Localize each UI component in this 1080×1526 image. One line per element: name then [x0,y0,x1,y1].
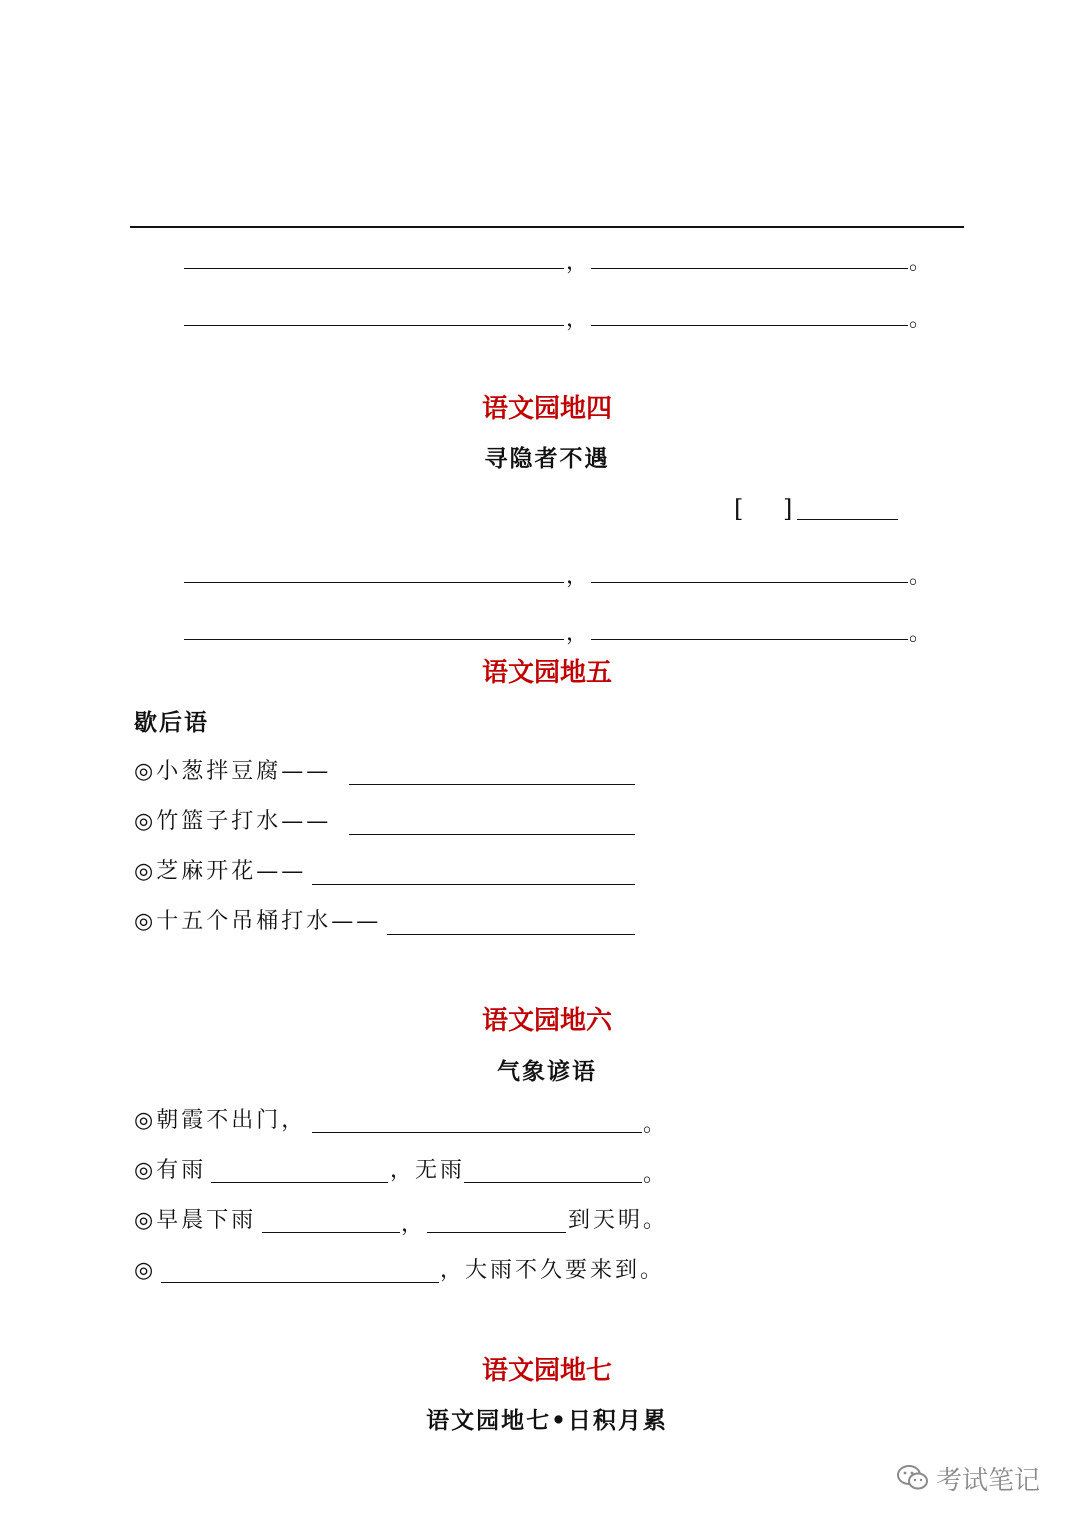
proverb-line2-prefix: ◎有雨 [134,1158,207,1183]
answer-blank[interactable] [184,582,564,583]
period: 。 [909,250,932,275]
section-title-garden6: 语文园地六 [481,1006,612,1036]
proverb-line4-prefix: ◎ [134,1258,157,1283]
xiehouyu-item: ◎竹篮子打水—— [134,809,332,834]
proverb-title: 气象谚语 [497,1058,597,1085]
answer-blank[interactable] [312,884,635,885]
answer-blank[interactable] [387,934,635,935]
dynasty-bracket-open: [ [734,495,744,523]
dynasty-bracket-close: ] [783,495,793,523]
answer-blank[interactable] [349,784,635,785]
section-title-garden7: 语文园地七 [481,1356,612,1386]
answer-blank[interactable] [184,268,564,269]
answer-blank[interactable] [464,1182,642,1183]
answer-blank[interactable] [591,268,908,269]
period: 。 [909,564,932,589]
proverb-line1-prefix: ◎朝霞不出门， [134,1108,307,1133]
answer-blank[interactable] [591,582,908,583]
watermark-text: 考试笔记 [936,1465,1041,1496]
answer-blank[interactable] [591,639,908,640]
period: 。 [909,307,932,332]
answer-blank[interactable] [427,1232,566,1233]
poem-title: 寻隐者不遇 [484,445,610,472]
answer-blank[interactable] [211,1182,388,1183]
proverb-line2-middle: ，无雨 [390,1158,466,1183]
watermark [896,1458,1056,1498]
xiehouyu-item: ◎小葱拌豆腐—— [134,759,332,784]
answer-blank[interactable] [312,1132,642,1133]
period: 。 [643,1162,666,1187]
xiehouyu-item: ◎芝麻开花—— [134,859,307,884]
proverb-line3-suffix: 到天明。 [568,1208,669,1233]
comma: ， [401,1212,424,1237]
comma: ， [566,250,589,275]
period: 。 [909,621,932,646]
answer-blank[interactable] [184,325,564,326]
answer-blank[interactable] [349,834,635,835]
comma: ， [566,307,589,332]
answer-blank[interactable] [591,325,908,326]
author-blank[interactable] [797,519,898,520]
proverb-line4-suffix: ，大雨不久要来到。 [440,1258,666,1283]
answer-blank[interactable] [262,1232,400,1233]
xiehouyu-heading: 歇后语 [134,709,209,736]
top-divider [130,226,964,228]
comma: ， [566,564,589,589]
accumulation-title: 语文园地七•日积月累 [426,1407,668,1434]
answer-blank[interactable] [184,639,564,640]
answer-blank[interactable] [161,1282,439,1283]
proverb-line3-prefix: ◎早晨下雨 [134,1208,257,1233]
section-title-garden4: 语文园地四 [481,394,612,424]
comma: ， [566,621,589,646]
section-title-garden5: 语文园地五 [481,658,612,688]
wechat-icon [896,1463,930,1493]
period: 。 [643,1112,666,1137]
xiehouyu-item: ◎十五个吊桶打水—— [134,909,382,934]
